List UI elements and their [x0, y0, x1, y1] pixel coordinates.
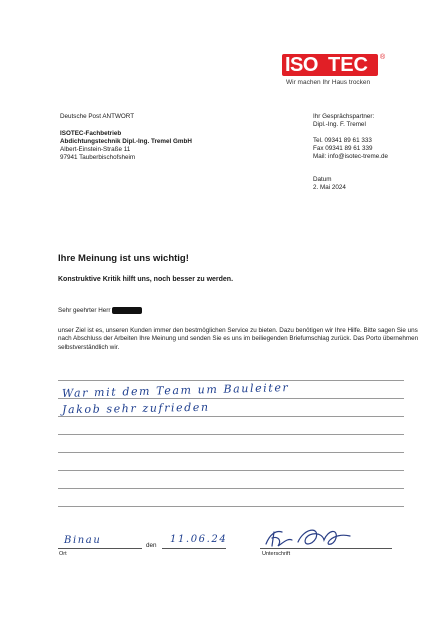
date-value: 2. Mai 2024	[313, 184, 346, 191]
reply-line: Deutsche Post ANTWORT	[60, 113, 135, 120]
recipient-name: ISOTEC-Fachbetrieb	[60, 130, 122, 137]
registered-mark: ®	[380, 54, 386, 61]
contact-label: Ihr Gesprächspartner:	[313, 113, 375, 120]
handwritten-date: 11.06.24	[170, 534, 228, 545]
feedback-rule	[58, 488, 404, 489]
redacted-name	[112, 307, 142, 314]
feedback-rule	[58, 434, 404, 435]
logo-tec-text: TEC	[328, 54, 368, 76]
signature-label: Unterschrift	[262, 551, 291, 557]
logo-iso-text: ISO	[285, 54, 318, 76]
body-text: unser Ziel ist es, unseren Kunden immer den bestmöglichen Service zu bieten. Dazu benötigen wir Ihre Hilfe. Bitte sagen Sie uns nach Abschluss der Arbeiten Ihre Meinung und senden Sie es uns im beiliegenden Briefumschlag zurück. Das Porto übernehmen selbstverständlich wir.	[58, 327, 419, 351]
contact-phone: Tel. 09341 89 61 333	[313, 137, 372, 144]
feedback-rule	[58, 452, 404, 453]
page-title: Ihre Meinung ist uns wichtig!	[58, 253, 189, 264]
recipient-city: 97941 Tauberbischofsheim	[60, 154, 136, 161]
handwritten-place: Binau	[64, 535, 102, 546]
feedback-rule	[58, 470, 404, 471]
recipient-address	[60, 130, 192, 162]
isotec-logo	[282, 54, 392, 102]
salutation-text: Sehr geehrter Herr	[58, 307, 111, 315]
place-line	[58, 548, 142, 549]
handwritten-feedback-line-1: War mit dem Team um Bauleiter	[61, 381, 290, 400]
date-line	[162, 548, 226, 549]
salutation	[58, 307, 142, 315]
recipient-street: Albert-Einstein-Straße 11	[60, 146, 131, 153]
date-block	[313, 176, 346, 192]
contact-block	[313, 113, 388, 161]
feedback-rule	[58, 416, 404, 417]
recipient-company: Abdichtungstechnik Dipl.-Ing. Tremel GmbH	[60, 138, 192, 145]
handwritten-feedback-line-2: Jakob sehr zufrieden	[61, 400, 210, 417]
contact-mail: Mail: info@isotec-treme.de	[313, 153, 388, 160]
contact-name: Dipl.-Ing. F. Tremel	[313, 121, 366, 128]
subtitle: Konstruktive Kritik hilft uns, noch besser zu werden.	[58, 276, 234, 283]
place-label: Ort	[59, 551, 67, 557]
date-separator: den	[146, 542, 157, 549]
logo-tagline: Wir machen Ihr Haus trocken	[286, 79, 371, 86]
date-label: Datum	[313, 176, 332, 183]
feedback-rule	[58, 506, 404, 507]
contact-fax: Fax 09341 89 61 339	[313, 145, 373, 152]
feedback-rule	[58, 380, 404, 381]
signature-line	[260, 548, 392, 549]
